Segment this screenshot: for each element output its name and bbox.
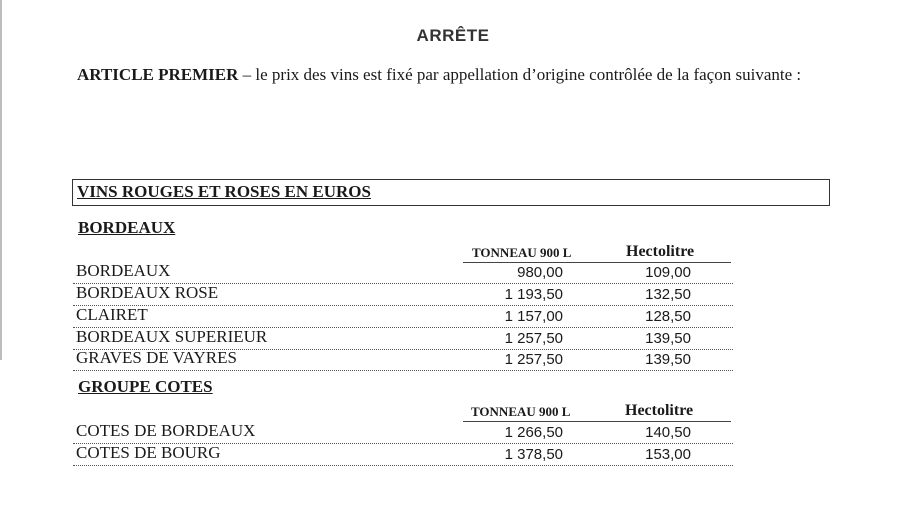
appellation-name: BORDEAUX SUPERIEUR [76,327,268,346]
price-tonneau: 1 257,50 [504,330,563,347]
table-row [73,304,733,326]
price-tonneau: 1 266,50 [504,424,563,441]
appellation-name: BORDEAUX [76,261,171,280]
price-hectolitre: 140,50 [645,424,691,441]
price-hectolitre: 128,50 [645,308,691,325]
table-row [73,326,733,348]
column-header-tonneau: TONNEAU 900 L [471,404,571,419]
table-row [73,442,733,464]
price-tonneau: 1 157,00 [504,308,563,325]
article-text: – le prix des vins est fixé par appellation d’origine contrôlée de la façon suivante : [238,65,802,84]
page-edge [0,0,2,360]
appellation-name: BORDEAUX ROSE [76,283,219,302]
price-hectolitre: 153,00 [645,446,691,463]
row-divider [73,370,733,371]
price-hectolitre: 109,00 [645,264,691,281]
price-tonneau: 980,00 [517,264,563,281]
table-row [73,347,733,369]
column-header-hectolitre: Hectolitre [626,243,695,260]
group-title-groupe-cotes: GROUPE COTES [78,377,213,396]
price-tonneau: 1 378,50 [504,446,563,463]
price-tonneau: 1 257,50 [504,351,563,368]
table-row [73,420,733,442]
row-divider [73,465,733,466]
article-lead: ARTICLE PREMIER [77,65,239,84]
appellation-name: COTES DE BOURG [76,443,221,462]
table-row [73,260,733,282]
appellation-name: CLAIRET [76,305,148,324]
table-row [73,282,733,304]
group-title-bordeaux: BORDEAUX [78,218,176,237]
section-header-box [72,179,830,206]
price-hectolitre: 132,50 [645,286,691,303]
appellation-name: COTES DE BORDEAUX [76,421,256,440]
column-header-hectolitre: Hectolitre [625,402,694,419]
appellation-name: GRAVES DE VAYRES [76,348,237,367]
column-header-tonneau: TONNEAU 900 L [472,245,572,260]
article-paragraph [77,64,829,86]
document-title: ARRÊTE [416,26,490,45]
price-tonneau: 1 193,50 [504,286,563,303]
section-title: VINS ROUGES ET ROSES EN EUROS [77,182,371,201]
price-hectolitre: 139,50 [645,330,691,347]
price-hectolitre: 139,50 [645,351,691,368]
